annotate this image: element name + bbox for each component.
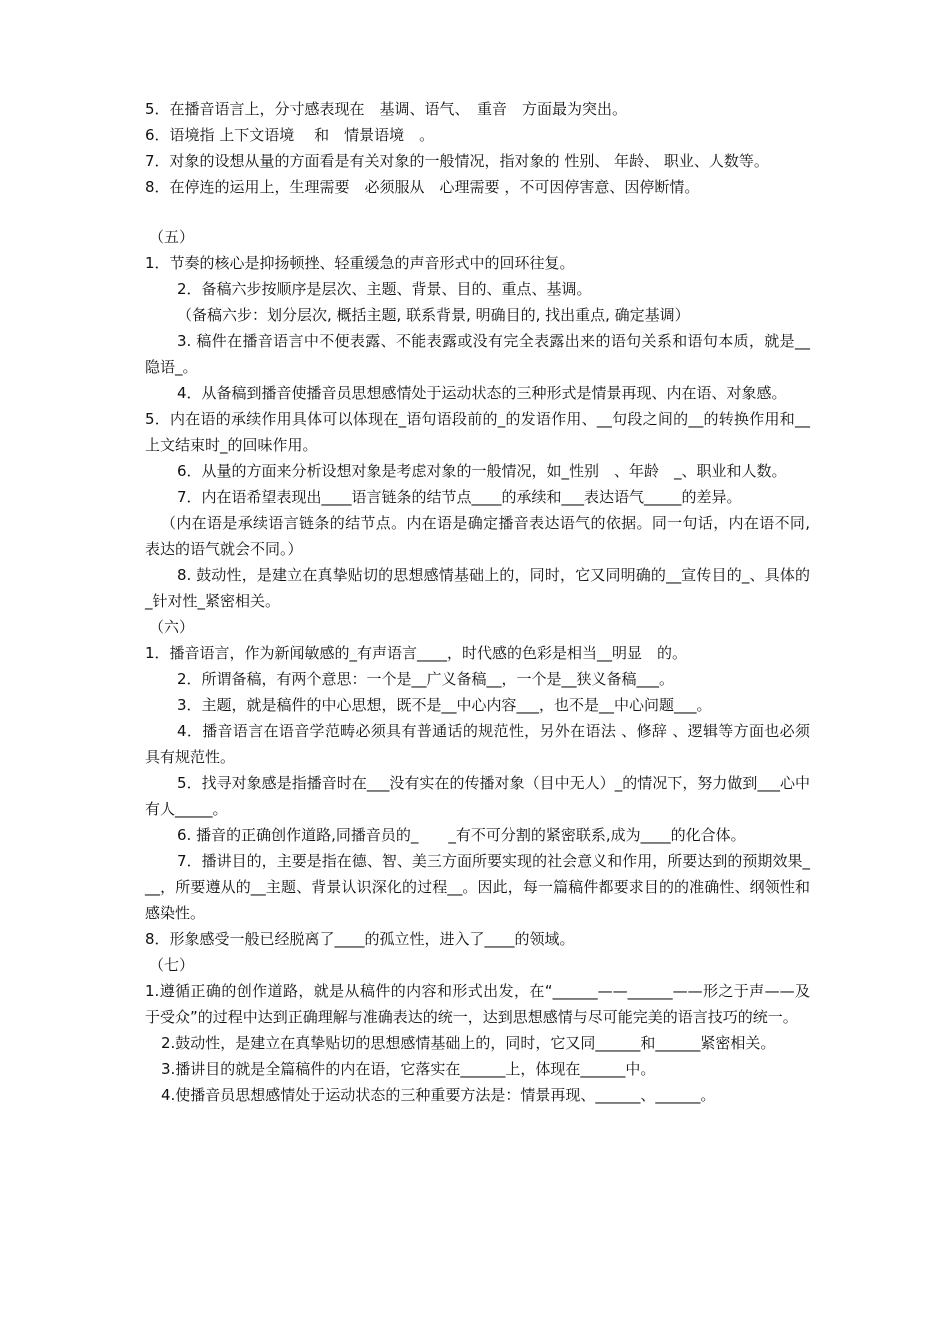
section-5-item-5: 5．内在语的承续作用具体可以体现在_语句语段前的_的发语作用、__句段之间的__的转换作用和__上文结束时_的回味作用。 bbox=[145, 410, 810, 454]
section-7-item-4: 4.使播音员思想感情处于运动状态的三种重要方法是：情景再现、______、______。 bbox=[161, 1086, 716, 1104]
section-7-item-1: 1.遵循正确的创作道路，就是从稿件的内容和形式出发，在“______——______——形之于声——及于受众”的过程中达到正确理解与准确表达的统一，达到思想感情与尽可能完美的语言技巧的统一。 bbox=[145, 982, 810, 1026]
paragraph-8-pause: 8．在停连的运用上，生理需要 必须服从 心理需要 ，不可因停害意、因停断情。 bbox=[145, 178, 700, 196]
section-7-heading: （七） bbox=[149, 956, 195, 974]
section-5-item-3: 3. 稿件在播音语言中不便表露、不能表露或没有完全表露出来的语句关系和语句本质，就是__隐语_。 bbox=[145, 332, 810, 376]
section-7-item-3: 3.播讲目的就是全篇稿件的内在语，它落实在______上，体现在______中。 bbox=[161, 1060, 656, 1078]
paragraph-5-tone: 5．在播音语言上，分寸感表现在 基调、语气、 重音 方面最为突出。 bbox=[145, 100, 628, 118]
section-5-item-2: 2．备稿六步按顺序是层次、主题、背景、目的、重点、基调。 bbox=[177, 280, 592, 298]
section-6-item-7: 7．播讲目的，主要是指在德、智、美三方面所要实现的社会意义和作用，所要达到的预期效果___，所要遵从的__主题、背景认识深化的过程__。因此，每一篇稿件都要求目的的准确性、纲领性和感染性。 bbox=[145, 852, 810, 922]
section-5-item-7: 7．内在语希望表现出____语言链条的结节点____的承续和___表达语气_____的差异。 bbox=[177, 488, 742, 506]
section-6-item-6: 6. 播音的正确创作道路,同播音员的_ _有不可分割的紧密联系,成为____的化合体。 bbox=[177, 826, 746, 844]
section-6-item-3: 3．主题，就是稿件的中心思想，既不是__中心内容___，也不是__中心问题___。 bbox=[177, 696, 712, 714]
paragraph-6-context: 6．语境指 上下文语境 和 情景语境 。 bbox=[145, 126, 435, 144]
section-5-item-8: 8. 鼓动性，是建立在真挚贴切的思想感情基础上的，同时，它又同明确的__宣传目的_、具体的_针对性_紧密相关。 bbox=[145, 566, 810, 610]
document-page bbox=[145, 96, 810, 1108]
section-6-item-5: 5．找寻对象感是指播音时在___没有实在的传播对象（目中无人）_的情况下，努力做到___心中有人_____。 bbox=[145, 774, 810, 818]
section-5-item-4: 4．从备稿到播音使播音员思想感情处于运动状态的三种形式是情景再现、内在语、对象感。 bbox=[177, 384, 787, 402]
section-6-item-2: 2．所谓备稿，有两个意思：一个是__广义备稿__，一个是__狭义备稿___。 bbox=[177, 670, 675, 688]
section-6-item-1: 1．播音语言，作为新闻敏感的_有声语言____，时代感的色彩是相当__明显 的。 bbox=[145, 644, 688, 662]
paragraph-7-audience: 7．对象的设想从量的方面看是有关对象的一般情况，指对象的 性别、 年龄、 职业、人数等。 bbox=[145, 152, 769, 170]
section-7-item-2: 2.鼓动性，是建立在真挚贴切的思想感情基础上的，同时，它又同______和______紧密相关。 bbox=[161, 1034, 776, 1052]
section-5-heading: （五） bbox=[149, 228, 195, 246]
section-6-item-4: 4．播音语言在语音学范畴必须具有普通话的规范性，另外在语法 、修辞 、逻辑等方面也必须具有规范性。 bbox=[145, 722, 810, 766]
section-6-heading: （六） bbox=[149, 618, 195, 636]
section-5-item-7-note: （内在语是承续语言链条的结节点。内在语是确定播音表达语气的依据。同一句话，内在语不同,表达的语气就会不同。） bbox=[145, 514, 810, 558]
section-6-item-8: 8．形象感受一般已经脱离了____的孤立性，进入了____的领域。 bbox=[145, 930, 575, 948]
section-5-item-1: 1．节奏的核心是抑扬顿挫、轻重缓急的声音形式中的回环往复。 bbox=[145, 254, 575, 272]
section-5-item-2-note: （备稿六步：划分层次, 概括主题, 联系背景, 明确目的, 找出重点, 确定基调） bbox=[177, 306, 690, 324]
section-5-item-6: 6．从量的方面来分析设想对象是考虑对象的一般情况，如_性别 、年龄 _、职业和人数。 bbox=[177, 462, 787, 480]
section-gap bbox=[145, 200, 810, 224]
